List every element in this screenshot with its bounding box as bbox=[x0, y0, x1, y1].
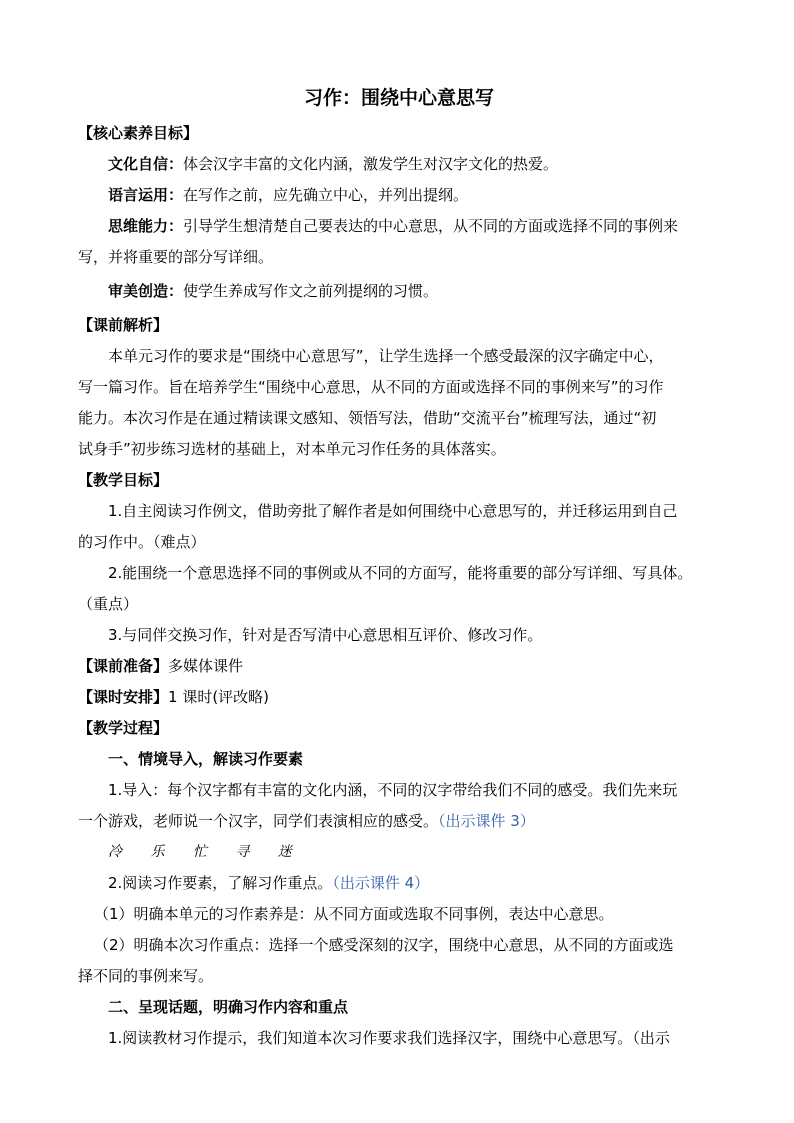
schedule-text: 1 课时(评改略) bbox=[168, 688, 270, 706]
document-page bbox=[78, 80, 720, 1054]
objective-1-line-1: 1.自主阅读习作例文，借助旁批了解作者是如何围绕中心意思写的，并迁移运用到自己 bbox=[108, 502, 678, 520]
process-p2-text: 2.阅读习作要素，了解习作重点。 bbox=[108, 874, 333, 892]
goal-aesthetic-text: 使学生养成写作文之前列提纲的习惯。 bbox=[183, 282, 439, 300]
section-heading-process: 【教学过程】 bbox=[78, 719, 169, 737]
process-part-2-heading: 二、呈现话题，明确习作内容和重点 bbox=[108, 998, 349, 1016]
process-part-1-heading: 一、情境导入，解读习作要素 bbox=[108, 750, 304, 768]
analysis-line: 试身手”初步练习选材的基础上，对本单元习作任务的具体落实。 bbox=[78, 440, 506, 458]
schedule-heading: 【课时安排】 bbox=[78, 688, 169, 706]
goal-aesthetic-label: 审美创造： bbox=[108, 282, 184, 300]
objective-2-line-1: 2.能围绕一个意思选择不同的事例或从不同的方面写，能将重要的部分写详细、写具体。 bbox=[108, 564, 693, 582]
process-p2-sub-2-line-1: （2）明确本次习作重点：选择一个感受深刻的汉字，围绕中心意思，从不同的方面或选 bbox=[94, 936, 674, 954]
goal-thinking-label: 思维能力： bbox=[108, 217, 184, 235]
courseware-link-3: （出示课件 3） bbox=[438, 812, 535, 830]
section-heading-core-goals: 【核心素养目标】 bbox=[78, 124, 199, 142]
process-p3 bbox=[78, 1023, 720, 1054]
goal-thinking bbox=[78, 211, 720, 242]
goal-language bbox=[78, 180, 720, 211]
goal-thinking-text-2: 写，并将重要的部分写详细。 bbox=[78, 248, 274, 266]
analysis-line: 本单元习作的要求是“围绕中心意思写”，让学生选择一个感受最深的汉字确定中心， bbox=[108, 347, 664, 365]
objective-3: 3.与同伴交换习作，针对是否写清中心意思相互评价、修改习作。 bbox=[108, 626, 543, 644]
section-heading-analysis: 【课前解析】 bbox=[78, 316, 169, 334]
example-characters: 冷 乐 忙 寻 迷 bbox=[108, 844, 304, 860]
process-p1-line-2 bbox=[78, 806, 720, 837]
process-p2 bbox=[78, 868, 720, 899]
process-p3-tail: （出示 bbox=[632, 1029, 670, 1047]
analysis-line: 写一篇习作。旨在培养学生“围绕中心意思，从不同的方面或选择不同的事例来写”的习作 bbox=[78, 378, 664, 396]
analysis-line: 能力。本次习作是在通过精读课文感知、领悟写法，借助“交流平台”梳理写法，通过“初 bbox=[78, 409, 657, 427]
goal-thinking-text-1: 引导学生想清楚自己要表达的中心意思，从不同的方面或选择不同的事例来 bbox=[183, 217, 679, 235]
courseware-link-4: （出示课件 4） bbox=[332, 874, 430, 892]
process-p2-sub-2-line-2: 择不同的事例来写。 bbox=[78, 967, 214, 985]
process-p3-text: 1.阅读教材习作提示，我们知道本次习作要求我们选择汉字，围绕中心意思写。 bbox=[108, 1029, 633, 1047]
process-p2-sub-1: （1）明确本单元的习作素养是：从不同方面或选取不同事例，表达中心意思。 bbox=[94, 905, 614, 923]
goal-language-text: 在写作之前，应先确立中心，并列出提纲。 bbox=[183, 186, 469, 204]
goal-culture-text: 体会汉字丰富的文化内涵，激发学生对汉字文化的热爱。 bbox=[183, 155, 559, 173]
process-p1-line-1: 1.导入：每个汉字都有丰富的文化内涵，不同的汉字带给我们不同的感受。我们先来玩 bbox=[108, 781, 678, 799]
page-title: 习作：围绕中心意思写 bbox=[303, 87, 494, 109]
goal-language-label: 语言运用： bbox=[108, 186, 184, 204]
goal-culture-label: 文化自信： bbox=[108, 155, 184, 173]
section-heading-objectives: 【教学目标】 bbox=[78, 471, 169, 489]
goal-aesthetic bbox=[78, 276, 720, 307]
objective-1-line-2: 的习作中。（难点） bbox=[78, 533, 206, 551]
goal-culture bbox=[78, 149, 720, 180]
prep-heading: 【课前准备】 bbox=[78, 657, 169, 675]
prep-text: 多媒体课件 bbox=[168, 657, 244, 675]
process-p1-line-2-text: 一个游戏，老师说一个汉字，同学们表演相应的感受。 bbox=[78, 812, 439, 830]
schedule-line bbox=[78, 682, 720, 713]
objective-2-line-2: （重点） bbox=[78, 595, 139, 613]
prep-line bbox=[78, 651, 720, 682]
